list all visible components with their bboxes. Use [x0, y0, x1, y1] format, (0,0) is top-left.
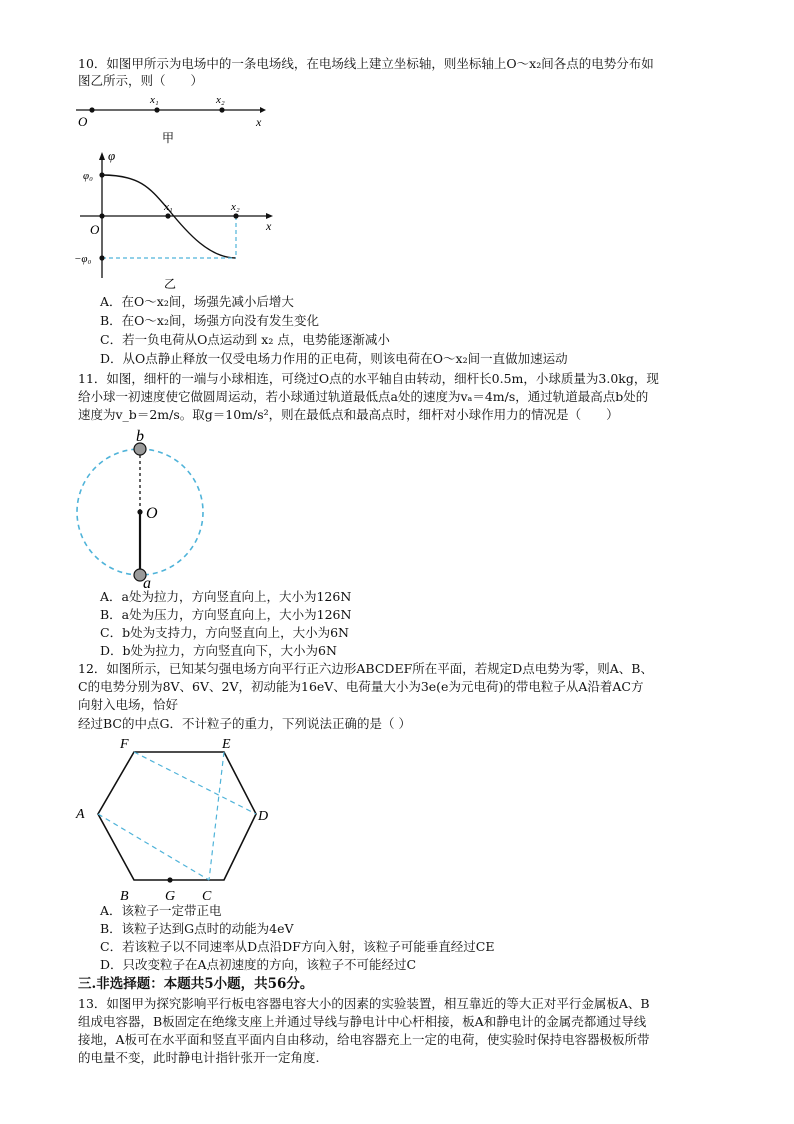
q12-stem-line2: C的电势分别为8V、6V、2V，初动能为16eV、电荷量大小为3e(e为元电荷)的带电粒子从A沿着AC方: [78, 679, 644, 694]
jia-caption: 甲: [162, 131, 175, 145]
q10-option-c: C．若一负电荷从O点运动到 x₂ 点，电势能逐渐减小: [100, 332, 390, 347]
yi-phi-arrow: [99, 152, 105, 160]
yi-point-o: [99, 213, 104, 218]
q10-option-d: D．从O点静止释放一仅受电场力作用的正电荷，则该电荷在O～x₂间一直做加速运动: [100, 351, 568, 366]
yi-label-x2: x₂: [231, 201, 240, 213]
dashed-fd: [134, 752, 256, 814]
q13-stem-line3: 接地，A板可在水平面和竖直平面内自由移动，给电容器充上一定的电荷，使实验时保持电容器极板所带: [78, 1032, 650, 1047]
label-c: C: [202, 889, 212, 904]
q11-figure: [70, 428, 220, 588]
yi-caption: 乙: [164, 277, 177, 291]
q12-option-c: C．若该粒子以不同速率从D点沿DF方向入射，该粒子可能垂直经过CE: [100, 939, 495, 954]
q11-stem-line2: 给小球一初速度使它做圆周运动，若小球通过轨道最低点a处的速度为vₐ＝4m/s，通过轨道最高点b处的: [78, 389, 649, 404]
q11-option-a: A．a处为拉力，方向竖直向上，大小为126N: [100, 589, 352, 604]
jia-label-x2: x₂: [216, 94, 225, 106]
yi-point-x2: [233, 213, 238, 218]
q13-stem-line4: 的电量不变，此时静电计指针张开一定角度.: [78, 1050, 320, 1065]
jia-point-o: [89, 107, 94, 112]
yi-label-x: x: [266, 219, 272, 233]
q11-stem-line3: 速度为v_b＝2m/s。取g＝10m/s²，则在最低点和最高点时，细杆对小球作用力的情况是（ ）: [78, 407, 619, 422]
label-e: E: [222, 737, 231, 752]
dashed-ec: [209, 752, 224, 880]
q10-stem-line1: 10．如图甲所示为电场中的一条电场线，在电场线上建立坐标轴，则坐标轴上O～x₂间各点的电势分布如: [78, 56, 654, 71]
jia-label-o: O: [78, 114, 88, 129]
jia-point-x1: [154, 107, 159, 112]
jia-point-x2: [219, 107, 224, 112]
q11-stem-line1: 11．如图，细杆的一端与小球相连，可绕过O点的水平轴自由转动，细杆长0.5m，小球质量为3.0kg，现: [78, 371, 659, 386]
q12-hexagon-figure: [70, 732, 280, 904]
yi-point-x1: [165, 213, 170, 218]
q11-option-b: B．a处为压力，方向竖直向上，大小为126N: [100, 607, 352, 622]
q10-figure-jia: [70, 90, 270, 150]
q13-stem-line2: 组成电容器，B板固定在绝缘支座上并通过导线与静电计中心杆相接，板A和静电计的金属壳都通过导线: [78, 1014, 647, 1029]
q12-stem-line1: 12．如图所示，已知某匀强电场方向平行正六边形ABCDEF所在平面，若规定D点电势为零，则A、B、: [78, 661, 653, 676]
q10-stem-line2: 图乙所示，则（ ）: [78, 73, 204, 88]
q12-option-a: A．该粒子一定带正电: [100, 903, 222, 918]
point-g: [167, 877, 172, 882]
dashed-ac: [98, 814, 209, 880]
yi-label-neg-phi0: −φ₀: [74, 253, 92, 265]
label-a: A: [76, 807, 85, 822]
jia-label-x1: x₁: [150, 94, 159, 106]
q12-stem-line4: 经过BC的中点G．不计粒子的重力，下列说法正确的是（ ）: [78, 716, 411, 731]
yi-label-o: O: [90, 222, 100, 237]
q11-option-d: D．b处为拉力，方向竖直向下，大小为6N: [100, 643, 337, 658]
q11-option-c: C．b处为支持力，方向竖直向上，大小为6N: [100, 625, 349, 640]
label-a: a: [143, 575, 151, 588]
label-b: B: [120, 889, 129, 904]
label-f: F: [120, 737, 129, 752]
q12-option-b: B．该粒子达到G点时的动能为4eV: [100, 921, 294, 936]
label-d: D: [258, 809, 269, 824]
q12-option-d: D．只改变粒子在A点初速度的方向，该粒子不可能经过C: [100, 957, 417, 972]
yi-label-x1: x₁: [164, 201, 173, 213]
jia-axis-arrow: [260, 107, 266, 113]
jia-label-x: x: [256, 115, 262, 129]
q10-option-b: B．在O～x₂间，场强方向没有发生变化: [100, 313, 319, 328]
yi-label-phi0: φ₀: [83, 170, 93, 182]
q10-figure-yi: [70, 148, 280, 293]
label-g: G: [165, 889, 176, 904]
q13-stem-line1: 13．如图甲为探究影响平行板电容器电容大小的因素的实验装置，相互靠近的等大正对平行金属板A、B: [78, 996, 650, 1011]
q10-option-a: A．在O～x₂间，场强先减小后增大: [100, 294, 294, 309]
yi-point-phi0: [99, 172, 104, 177]
pivot-o: [137, 509, 142, 514]
yi-label-phi: φ: [108, 148, 116, 163]
label-b: b: [136, 428, 144, 445]
section-3-heading: 三.非选择题：本题共5小题，共56分。: [78, 976, 314, 992]
label-o: O: [146, 505, 158, 522]
q12-stem-line3: 向射入电场，恰好: [78, 697, 179, 712]
yi-point-neg-phi0: [99, 255, 104, 260]
